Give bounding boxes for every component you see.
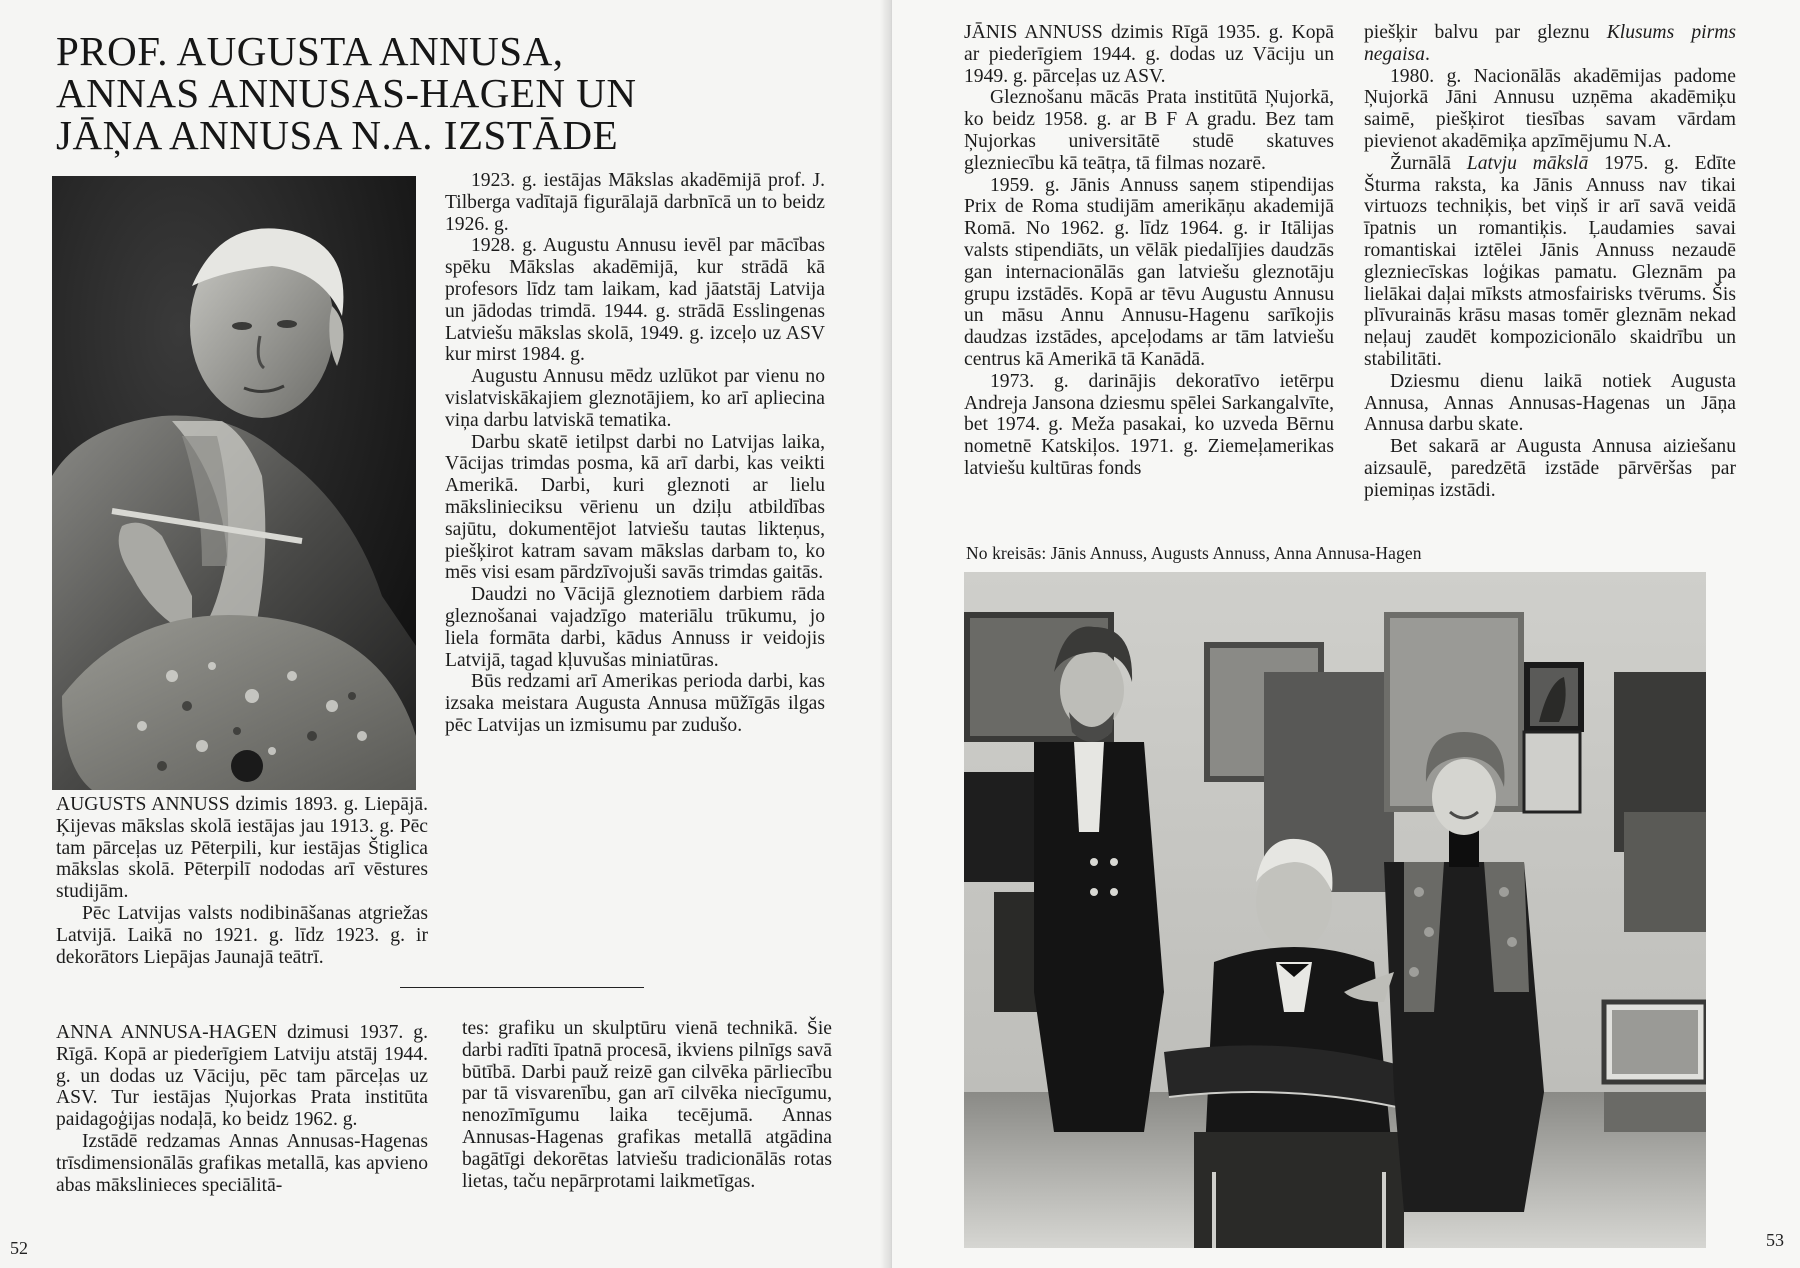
augusts-bio-paragraph-1: AUGUSTS ANNUSS dzimis 1893. g. Liepājā. Ķijevas mākslas skolā iestājas jau 1913. g. Pēc tam pārceļas uz Pēterpili, kur iestājas Štiglica mākslas skolā. Pēterpilī nododas arī vēstures studijām. [56, 794, 428, 903]
janis-award-title: Klusums pirms negaisa [1364, 22, 1736, 65]
title-line-3: JĀŅA ANNUSA N.A. IZSTĀDE [56, 112, 619, 158]
janis-review-text: 1975. g. Edīte Šturma raksta, ka Jānis Annuss nav tikai virtuozs techniķis, bet viņš ir arī savā veidā īpatnis un romantiķis. Ļaudamies savai romantiskai iztēlei Jānis Annuss nezaudē glezniecīskas loģikas pamatu. Gleznām pa lielākai daļai mīksts atmosfairisks tvērums. Šis plīvurainās krāsu masas tomēr gleznām nekad neļauj zaudēt kompozicionālo skaidrību un stabilitāti. [1364, 152, 1737, 370]
anna-bio-paragraph-1: ANNA ANNUSA-HAGEN dzimusi 1937. g. Rīgā. Kopā ar piederīgiem Latviju atstāj 1944. g. un dodas uz Vāciju, pēc tam pārceļas uz ASV. Tur iestājas Ņujorkas Prata institūta paidagoģijas nodaļā, ko beidz 1962. g. [56, 1022, 428, 1131]
augusts-career-column [445, 170, 825, 737]
janis-paragraph-3: 1959. g. Jānis Annuss saņem stipendijas Prix de Roma studijām amerikāņu akademijā Romā. No 1962. g. līdz 1964. g. ir Itālijas valsts stipendiāts, un vēlāk piedalījies daudzās gan internacionālās gan latviešu gleznotāju grupu izstādēs. Kopā ar tēvu Augustu Annusu un māsu Annu Annusu-Hagenu sarīkojis daudzas izstādes, apceļodams ar tām latviešu centrus kā Amerikā tā Kanādā. [964, 174, 1334, 370]
memorial-paragraph: Bet sakarā ar Augusta Annusa aiziešanu aizsaulē, paredzētā izstāde pārvēršas par piemiņas izstādi. [1364, 436, 1736, 501]
left-page [0, 0, 892, 1268]
anna-bio-paragraph-3: tes: grafiku un skulptūru vienā technikā. Šie darbi radīti īpatnā procesā, ikviens pilnīgs savā būtībā. Darbi pauž reizē gan cilvēka pārliecību par tā visvarenību, gan arī cilvēka niecīgumu, nenozīmīgumu laika tecējumā. Annas Annusas-Hagenas grafikas metallā atgādina bagātīgi dekorētas latviešu tradicionālās rotas lietas, taču nepārprotami laikmetīgas. [462, 1018, 832, 1192]
right-page [892, 0, 1800, 1268]
title-line-1: PROF. AUGUSTA ANNUSA, [56, 28, 564, 74]
page-number-right: 53 [1766, 1230, 1784, 1250]
career-paragraph-3: Augustu Annusu mēdz uzlūkot par vienu no vislatviskākajiem gleznotājiem, ko arī apliecina viņa darbu latviskā tematika. [445, 366, 825, 431]
janis-bio-column-1 [964, 22, 1334, 480]
career-paragraph-6: Būs redzami arī Amerikas perioda darbi, kas izsaka meistara Augusta Annusa mūžīgās ilgas pēc Latvijas un izmisumu par zudušo. [445, 671, 825, 736]
augusts-bio-column [56, 794, 428, 968]
janis-paragraph-2: Gleznošanu mācās Prata institūtā Ņujorkā, ko beidz 1958. g. ar B F A gradu. Bez tam Ņujorkas universitātē studē skatuves glezniecību kā teātŗa, tā filmas nozarē. [964, 87, 1334, 174]
career-paragraph-1: 1923. g. iestājas Mākslas akadēmijā prof. J. Tilberga vadītajā figurālajā darbnīcā un to beidz 1926. g. [445, 170, 825, 235]
augusts-portrait-photo [52, 176, 416, 790]
photo-caption: No kreisās: Jānis Annuss, Augusts Annuss, Anna Annusa-Hagen [966, 543, 1422, 563]
janis-award-tail: . [1424, 43, 1430, 65]
song-festival-paragraph: Dziesmu dienu laikā notiek Augusta Annusa, Annas Annusas-Hagenas un Jāņa Annusa darbu skate. [1364, 370, 1736, 436]
section-divider [400, 987, 644, 988]
janis-review-intro: Žurnālā [1390, 152, 1467, 174]
career-paragraph-4: Darbu skatē ietilpst darbi no Latvijas laika, Vācijas trimdas posma, kā arī darbi, kas veikti Amerikā. Darbi, kuri gleznoti ar lielu mākslinieciksu vērienu un dziļu atbildības sajūtu, dokumentējot latviešu tautas likteņus, piešķirot katram savam mākslas darbam to, ko mēs visi esam pārdzīvojuši savās trimdas gaitās. [445, 431, 825, 584]
anna-bio-continued-column [462, 1018, 832, 1192]
career-paragraph-5: Daudzi no Vācijā gleznotiem darbiem rāda gleznošanai vajadzīgo materiālu trūkumu, jo liela formāta darbi, kādus Annuss ir veidojis Latvijā, tagad kļuvušas miniatūras. [445, 584, 825, 671]
janis-paragraph-1: JĀNIS ANNUSS dzimis Rīgā 1935. g. Kopā ar piederīgiem 1944. g. dodas uz Vāciju un 1949. g. pārceļas uz ASV. [964, 22, 1334, 87]
page-number-left: 52 [10, 1238, 28, 1258]
career-paragraph-2: 1928. g. Augustu Annusu ievēl par mācības spēku Mākslas akadēmijā, kur strādā kā profesors līdz tam laikam, kad jāatstāj Latvija un jādodas trimdā. 1944. g. strādā Esslingenas Latviešu mākslas skolā, 1949. g. izceļo uz ASV kur mirst 1984. g. [445, 235, 825, 366]
anna-bio-paragraph-2: Izstādē redzamas Annas Annusas-Hagenas trīsdimensionālās grafikas metallā, kas apvieno abas mākslinieces speciālitā- [56, 1130, 428, 1196]
family-group-photo [964, 572, 1706, 1248]
janis-academy-paragraph: 1980. g. Nacionālās akadēmijas padome Ņujorkā Jāni Annusu uzņēma akadēmiķu saimē, piešķirot tiesības savam vārdam pievienot akadēmiķa apzīmējumu N.A. [1364, 65, 1736, 152]
title-line-2: ANNAS ANNUSAS-HAGEN UN [56, 70, 637, 116]
janis-bio-column-2 [1364, 22, 1736, 502]
janis-award-text: piešķir balvu par gleznu [1364, 22, 1607, 43]
janis-paragraph-4: 1973. g. darinājis dekoratīvo ietērpu Andreja Jansona dziesmu spēlei Sarkangalvīte, bet 1974. g. Meža pasakai, ko uzveda Bērnu nometnē Katskiļos. 1971. g. Ziemeļamerikas latviešu kultūras fonds [964, 370, 1334, 479]
anna-bio-column [56, 1022, 428, 1196]
janis-review-journal: Latvju mākslā [1466, 152, 1589, 174]
janis-award-paragraph [1364, 22, 1736, 66]
augusts-bio-paragraph-2: Pēc Latvijas valsts nodibināšanas atgriežas Latvijā. Laikā no 1921. g. līdz 1923. g. ir dekorātors Liepājas Jaunajā teātrī. [56, 902, 428, 968]
article-title [56, 30, 696, 156]
janis-review-paragraph [1364, 153, 1736, 371]
